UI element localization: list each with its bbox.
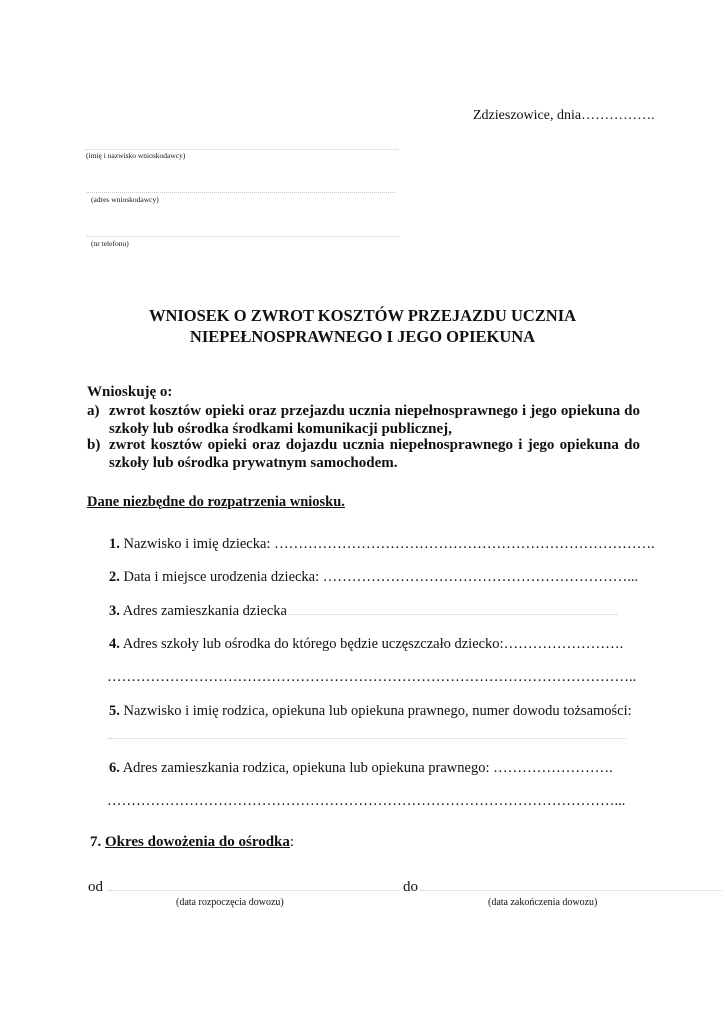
field-label: Nazwisko i imię rodzica, opiekuna lub opiekuna prawnego, numer dowodu tożsamości: bbox=[123, 703, 632, 719]
field-parent-name-id bbox=[109, 703, 632, 720]
document-title-line1: WNIOSEK O ZWROT KOSZTÓW PRZEJAZDU UCZNIA bbox=[148, 306, 577, 325]
from-date-line[interactable] bbox=[108, 890, 400, 891]
period-heading bbox=[90, 834, 294, 851]
to-label: do bbox=[403, 879, 418, 895]
field-label: Nazwisko i imię dziecka: ……………………………………………………………………. bbox=[123, 536, 655, 552]
option-a-line1: zwrot kosztów opieki oraz przejazdu ucznia niepełnosprawnego i jego opiekuna do bbox=[109, 403, 640, 419]
field-number: 5. bbox=[109, 703, 120, 719]
field-number: 1. bbox=[109, 536, 120, 552]
request-heading: Wnioskuję o: bbox=[87, 384, 173, 400]
from-date-caption: (data rozpoczęcia dowozu) bbox=[176, 897, 284, 908]
field-number: 4. bbox=[109, 636, 120, 652]
field-label: Adres zamieszkania rodzica, opiekuna lub opiekuna prawnego: ……………………. bbox=[122, 760, 613, 776]
phone-caption: (nr telefonu) bbox=[91, 239, 129, 248]
place-date-field: Zdzieszowice, dnia……………. bbox=[473, 108, 655, 123]
child-address-line[interactable] bbox=[284, 614, 617, 615]
applicant-name-caption: (imię i nazwisko wnioskodawcy) bbox=[86, 151, 186, 160]
period-number: 7. bbox=[90, 834, 102, 850]
field-number: 6. bbox=[109, 760, 120, 776]
period-label: Okres dowożenia do ośrodka bbox=[105, 834, 290, 850]
parent-name-id-line[interactable] bbox=[108, 738, 626, 739]
applicant-address-caption: (adres wnioskodawcy) bbox=[91, 195, 159, 204]
school-address-line2[interactable]: ……………………………………………………………………………………………….. bbox=[107, 669, 637, 685]
field-number: 3. bbox=[109, 603, 120, 619]
to-date-caption: (data zakończenia dowozu) bbox=[488, 897, 598, 908]
option-a-mark: a) bbox=[87, 403, 100, 419]
field-label: Data i miejsce urodzenia dziecka: ………………………………………………………... bbox=[123, 569, 639, 585]
option-a[interactable] bbox=[87, 402, 640, 438]
document-title-line2: NIEPEŁNOSPRAWNEGO I JEGO OPIEKUNA bbox=[189, 327, 536, 346]
field-number: 2. bbox=[109, 569, 120, 585]
field-label: Adres zamieszkania dziecka bbox=[122, 603, 287, 619]
option-b-line1: zwrot kosztów opieki oraz dojazdu ucznia niepełnosprawnego i jego opiekuna do bbox=[109, 437, 640, 453]
applicant-name-line[interactable] bbox=[85, 149, 398, 150]
field-child-birth[interactable] bbox=[109, 569, 638, 586]
from-label: od bbox=[88, 879, 103, 895]
option-b-mark: b) bbox=[87, 437, 101, 453]
option-b-line2: szkoły lub ośrodka prywatnym samochodem. bbox=[109, 455, 398, 471]
option-a-line2: szkoły lub ośrodka środkami komunikacji publicznej, bbox=[109, 421, 452, 437]
parent-address-line2[interactable]: ……………………………………………………………………………………………... bbox=[107, 793, 626, 809]
field-child-name[interactable] bbox=[109, 536, 655, 553]
to-date-line[interactable] bbox=[420, 890, 722, 891]
applicant-address-line[interactable] bbox=[87, 192, 395, 193]
field-parent-address[interactable] bbox=[109, 760, 613, 777]
phone-line[interactable] bbox=[87, 236, 399, 237]
field-child-address bbox=[109, 603, 287, 620]
option-b[interactable] bbox=[87, 436, 640, 472]
field-school-address[interactable] bbox=[109, 636, 623, 653]
section-title: Dane niezbędne do rozpatrzenia wniosku. bbox=[87, 494, 345, 510]
field-label: Adres szkoły lub ośrodka do którego będzie uczęszczało dziecko:……………………. bbox=[122, 636, 624, 652]
period-colon: : bbox=[289, 834, 295, 850]
